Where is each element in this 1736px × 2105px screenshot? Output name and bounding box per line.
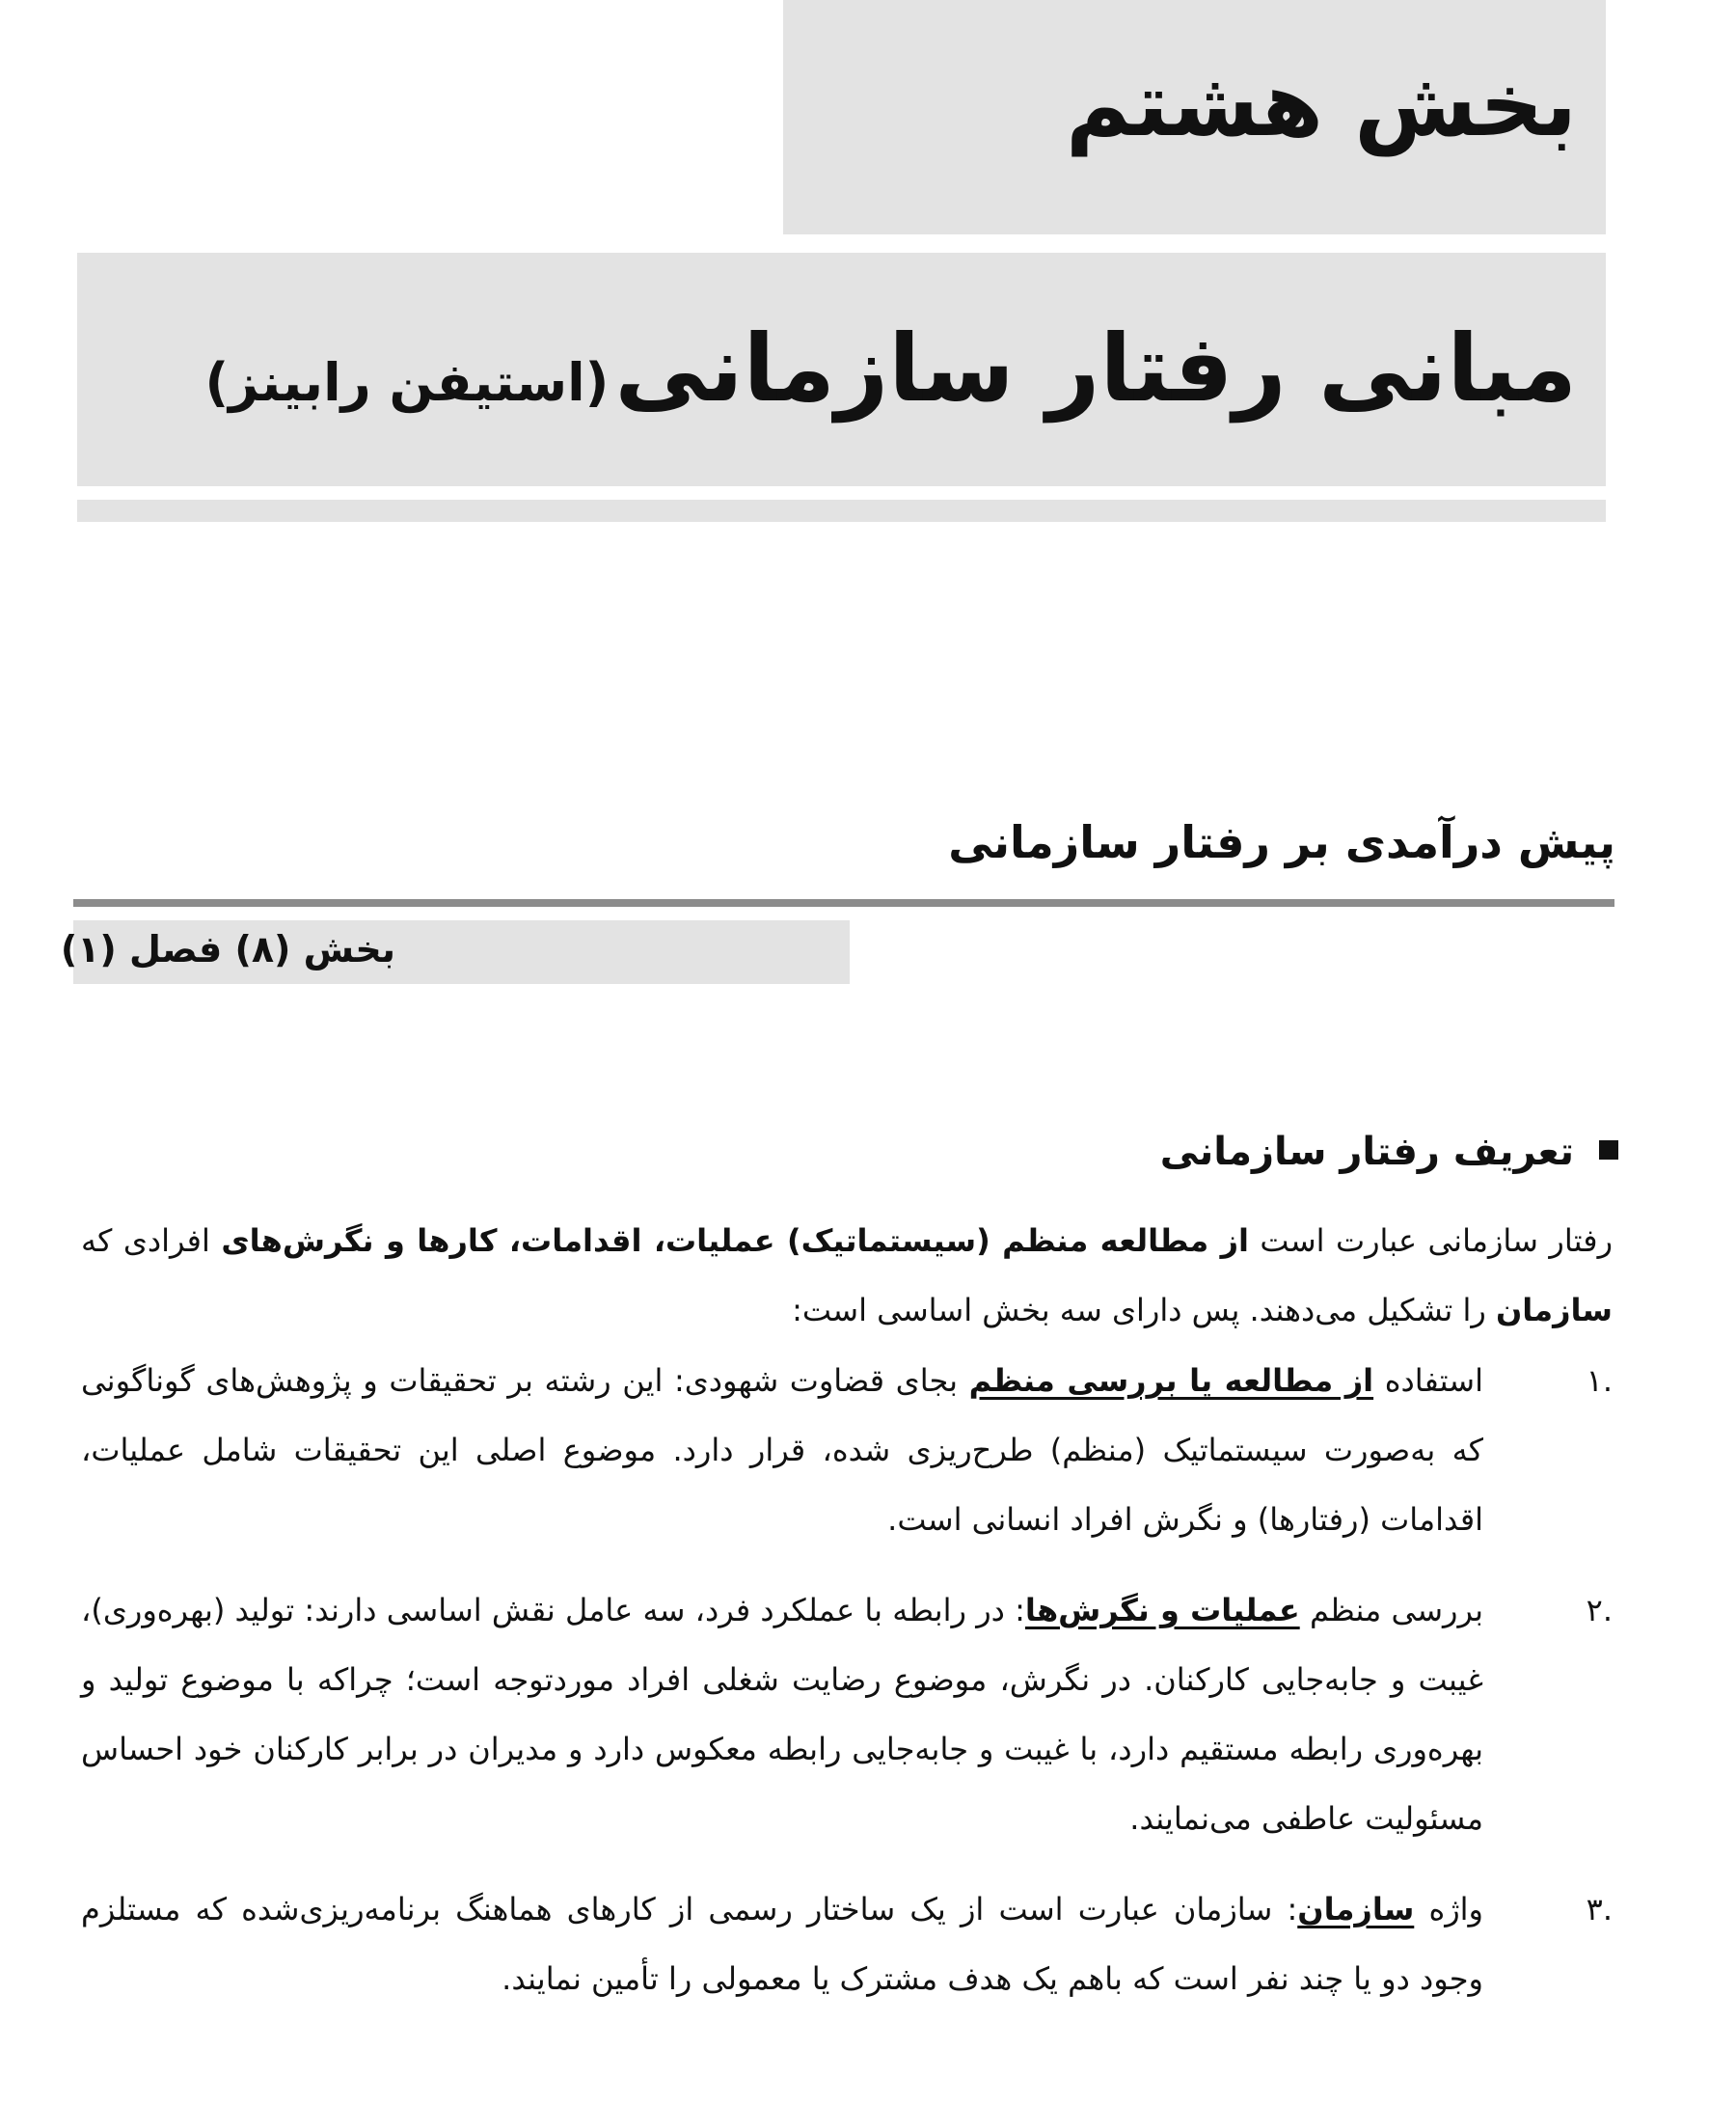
definition-heading <box>1160 1127 1618 1177</box>
list-item-text: استفاده <box>1373 1362 1484 1399</box>
list-item-number: .۳ <box>1586 1891 1613 1927</box>
definition-emphasis: از مطالعه منظم (سیستماتیک) عملیات، اقدامات، کارها و نگرش‌های <box>221 1222 1249 1259</box>
definition-text: را تشکیل می‌دهند. پس دارای سه بخش اساسی است: <box>792 1292 1496 1328</box>
main-title <box>204 314 1577 423</box>
list-item-key-term: از مطالعه یا بررسی منظم <box>968 1362 1374 1399</box>
main-title-text: مبانی رفتار سازمانی <box>614 314 1577 423</box>
definition-text: رفتار سازمانی عبارت است <box>1248 1222 1614 1259</box>
definition-emphasis: سازمان <box>1495 1292 1613 1328</box>
list-item-key-term: عملیات و نگرش‌ها <box>1024 1592 1300 1628</box>
part-title: بخش هشتم <box>1065 53 1577 156</box>
list-item-number: .۲ <box>1586 1592 1613 1628</box>
list-item-key-term: سازمان <box>1297 1891 1415 1927</box>
list-item <box>81 1874 1613 2013</box>
list-item <box>81 1575 1613 1853</box>
list-item-text: : در رابطه با عملکرد فرد، سه عامل نقش اساسی دارند: تولید (بهره‌وری)، غیبت و جابه‌جایی کارکنان. در نگرش، موضوع رضایت شغلی افراد موردتوجه است؛ چراکه با موضوع تولید و بهره‌وری رابطه مستقیم دارد، با غیبت و جابه‌جایی رابطه معکوس دارد و مدیران در برابر کارکنان خود احساس مسئولیت عاطفی می‌نمایند. <box>81 1592 1483 1837</box>
list-item-text: : سازمان عبارت است از یک ساختار رسمی از کارهای هماهنگ برنامه‌ریزی‌شده که مستلزم وجود دو یا چند نفر است که باهم یک هدف مشترک یا معمولی را تأمین نمایند. <box>81 1891 1483 1997</box>
author-name: (استیفن رابینز) <box>204 352 610 413</box>
square-bullet-icon <box>1599 1140 1618 1160</box>
definition-heading-text: تعریف رفتار سازمانی <box>1159 1130 1574 1174</box>
section-divider <box>73 899 1614 907</box>
list-item-text: بجای قضاوت شهودی: این رشته بر تحقیقات و پژوهش‌های گوناگونی که به‌صورت سیستماتیک (منظم) طرح‌ریزی شده، قرار دارد. موضوع اصلی این تحقیقات شامل عملیات، اقدامات (رفتارها) و نگرش افراد انسانی است. <box>81 1362 1483 1538</box>
chapter-reference: بخش (۸) فصل (۱) <box>60 928 395 970</box>
list-item <box>81 1346 1613 1554</box>
section-title: پیش درآمدی بر رفتار سازمانی <box>948 816 1615 868</box>
decorative-bar <box>77 500 1606 522</box>
definition-paragraph <box>81 1206 1613 1345</box>
definition-text: افرادی که <box>81 1222 222 1259</box>
definition-list <box>81 1346 1613 2035</box>
list-item-number: .۱ <box>1586 1362 1613 1399</box>
list-item-text: بررسی منظم <box>1299 1592 1484 1628</box>
list-item-text: واژه <box>1414 1891 1483 1927</box>
